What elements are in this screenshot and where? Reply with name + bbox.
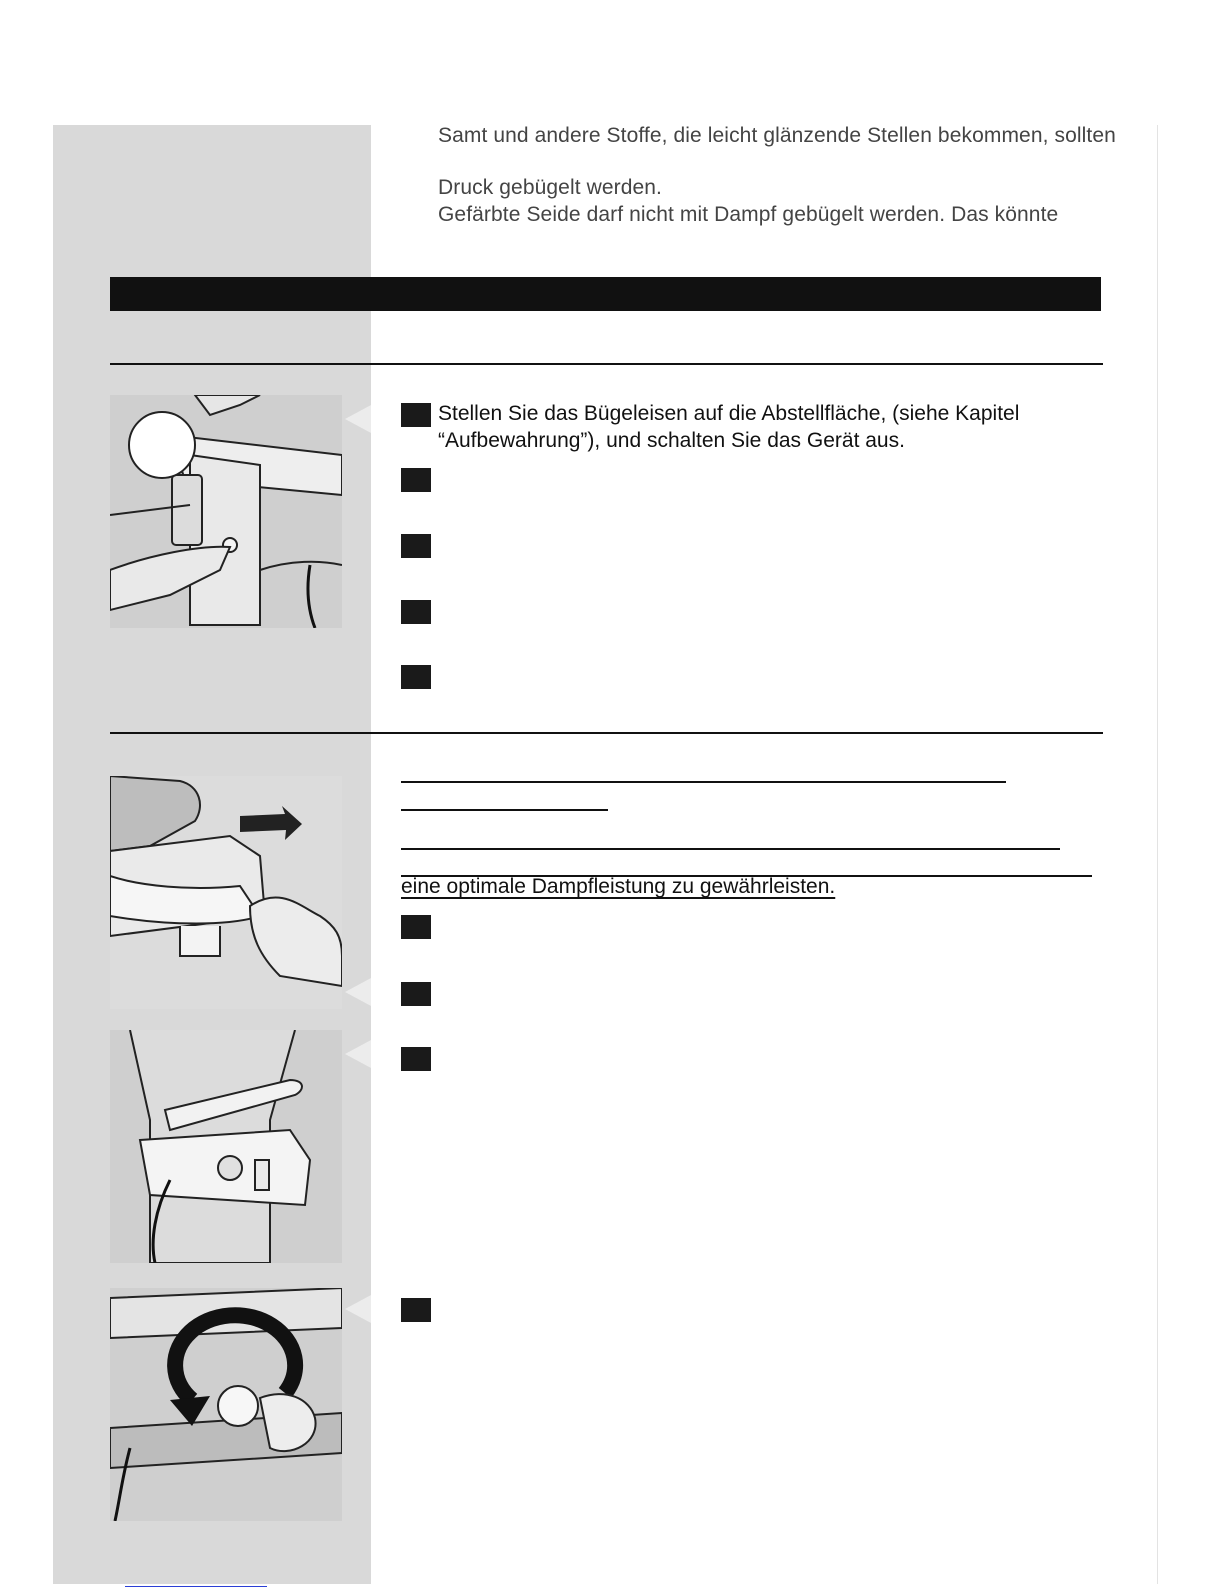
step-number-box xyxy=(401,982,431,1006)
step-number-box xyxy=(401,1047,431,1071)
intro-line-2: Druck gebügelt werden. xyxy=(438,176,662,199)
underlined-text-line xyxy=(401,809,608,811)
section1-rule xyxy=(110,363,1103,365)
shake-station-illustration xyxy=(110,1030,342,1263)
step-number-box xyxy=(401,665,431,689)
step-number-box xyxy=(401,534,431,558)
iron-station-button-illustration xyxy=(110,395,342,628)
remove-water-tank-illustration xyxy=(110,776,342,1009)
underlined-text-line xyxy=(401,781,1006,783)
underlined-text-line xyxy=(401,848,1060,850)
intro-line-1: Samt und andere Stoffe, die leicht glänzende Stellen bekommen, sollten xyxy=(438,124,1116,147)
intro-line-3: Gefärbte Seide darf nicht mit Dampf gebügelt werden. Das könnte xyxy=(438,203,1059,226)
note-text-tail: eine optimale Dampfleistung zu gewährleisten. xyxy=(401,875,836,898)
step-number-box xyxy=(401,1298,431,1322)
illustration-pointer xyxy=(345,978,371,1006)
step-number-box xyxy=(401,403,431,427)
step-number-box xyxy=(401,600,431,624)
illustration-pointer xyxy=(345,1040,371,1068)
page-right-rule xyxy=(1157,125,1158,1584)
step-number-box xyxy=(401,915,431,939)
illustration-pointer xyxy=(345,405,371,433)
section-heading-bar xyxy=(110,277,1101,311)
unscrew-calc-cap-illustration xyxy=(110,1288,342,1521)
illustration-pointer xyxy=(345,1295,371,1323)
step-number-box xyxy=(401,468,431,492)
section2-rule xyxy=(110,732,1103,734)
step-text-line: “Aufbewahrung”), und schalten Sie das Gerät aus. xyxy=(438,429,905,452)
step-text-line: Stellen Sie das Bügeleisen auf die Abstellfläche, (siehe Kapitel xyxy=(438,402,1020,425)
